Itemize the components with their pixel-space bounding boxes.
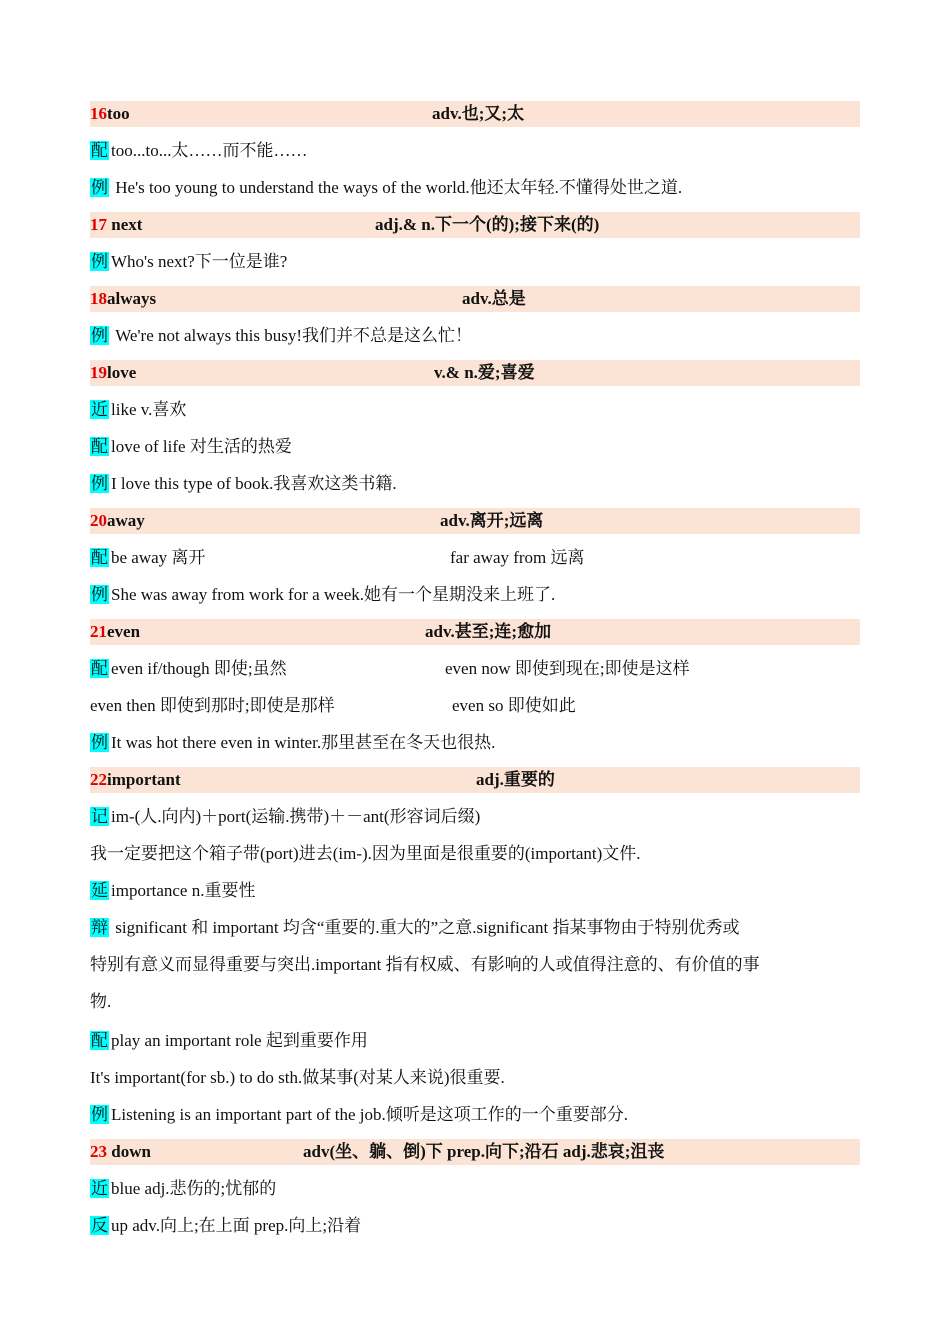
example-line [90, 175, 860, 201]
line-text: She was away from work for a week.她有一个星期没来上班了. [111, 585, 556, 604]
tag-collocation: 配 [91, 1031, 108, 1050]
entry-word: down [107, 1142, 151, 1161]
line-text: 我一定要把这个箱子带(port)进去(im-).因为里面是很重要的(important)文件. [90, 844, 641, 863]
entry-header [90, 212, 860, 238]
distinction-line [90, 952, 860, 978]
entry-number: 16 [90, 104, 107, 123]
synonym-line [90, 397, 860, 423]
entry-number: 19 [90, 363, 107, 382]
distinction-line [90, 915, 860, 941]
example-line [90, 249, 860, 275]
line-text: It was hot there even in winter.那里甚至在冬天也很热. [111, 733, 496, 752]
line-text-col2: even now 即使到现在;即使是这样 [445, 659, 690, 678]
memory-line [90, 804, 860, 830]
entry-word: love [107, 363, 137, 382]
antonym-line [90, 1213, 860, 1239]
entry-definition: adj.重要的 [476, 770, 555, 789]
example-line [90, 582, 860, 608]
example-line [90, 323, 860, 349]
entry-word: next [107, 215, 143, 234]
line-text: significant 和 important 均含“重要的.重大的”之意.significant 指某事物由于特别优秀或 [111, 918, 740, 937]
tag-example: 例 [91, 733, 108, 752]
memory-line [90, 841, 860, 867]
tag-memory: 记 [91, 807, 108, 826]
entry-definition: adv.离开;远离 [440, 511, 544, 530]
entry-header [90, 508, 860, 534]
line-text: I love this type of book.我喜欢这类书籍. [111, 474, 397, 493]
tag-collocation: 配 [91, 141, 108, 160]
entry-word: even [107, 622, 141, 641]
tag-synonym: 近 [91, 1179, 108, 1198]
entry-definition: adj.& n.下一个(的);接下来(的) [375, 215, 600, 234]
entry-header [90, 767, 860, 793]
line-text: even if/though 即使;虽然 [111, 659, 287, 678]
entry-header [90, 101, 860, 127]
line-text: too...to...太……而不能…… [111, 141, 308, 160]
line-text: It's important(for sb.) to do sth.做某事(对某人来说)很重要. [90, 1068, 505, 1087]
line-text: He's too young to understand the ways of the world.他还太年轻.不懂得处世之道. [111, 178, 683, 197]
collocation-line [90, 545, 860, 571]
entry-number: 21 [90, 622, 107, 641]
entry-word: always [107, 289, 157, 308]
line-text-col2: far away from 远离 [450, 548, 585, 567]
entry-definition: adv(坐、躺、倒)下 prep.向下;沿石 adj.悲哀;沮丧 [303, 1142, 665, 1161]
line-text: 特别有意义而显得重要与突出.important 指有权威、有影响的人或值得注意的、有价值的事 [90, 955, 760, 974]
entry-definition: v.& n.爱;喜爱 [434, 363, 535, 382]
tag-collocation: 配 [91, 659, 108, 678]
tag-distinction: 辩 [91, 918, 108, 937]
collocation-line [90, 1065, 860, 1091]
tag-collocation: 配 [91, 548, 108, 567]
synonym-line [90, 1176, 860, 1202]
tag-synonym: 近 [91, 400, 108, 419]
tag-example: 例 [91, 252, 108, 271]
entry-header [90, 286, 860, 312]
tag-example: 例 [91, 326, 108, 345]
entry-definition: adv.也;又;太 [432, 104, 525, 123]
collocation-line [90, 656, 860, 682]
tag-example: 例 [91, 585, 108, 604]
line-text: even then 即使到那时;即使是那样 [90, 696, 335, 715]
line-text: 物. [90, 992, 112, 1011]
extension-line [90, 878, 860, 904]
line-text: blue adj.悲伤的;忧郁的 [111, 1179, 277, 1198]
line-text: We're not always this busy!我们并不总是这么忙！ [111, 326, 473, 345]
entry-number: 23 [90, 1142, 107, 1161]
tag-collocation: 配 [91, 437, 108, 456]
line-text: importance n.重要性 [111, 881, 256, 900]
collocation-line [90, 138, 860, 164]
tag-example: 例 [91, 1105, 108, 1124]
entry-definition: adv.甚至;连;愈加 [425, 622, 552, 641]
line-text: play an important role 起到重要作用 [111, 1031, 368, 1050]
collocation-line [90, 1028, 860, 1054]
line-text-col2: even so 即使如此 [452, 696, 576, 715]
entry-number: 22 [90, 770, 107, 789]
example-line [90, 471, 860, 497]
example-line [90, 730, 860, 756]
line-text: up adv.向上;在上面 prep.向上;沿着 [111, 1216, 362, 1235]
entry-number: 18 [90, 289, 107, 308]
entry-number: 20 [90, 511, 107, 530]
tag-example: 例 [91, 178, 108, 197]
entry-word: too [107, 104, 130, 123]
collocation-line [90, 693, 860, 719]
line-text: like v.喜欢 [111, 400, 187, 419]
entry-number: 17 [90, 215, 107, 234]
tag-example: 例 [91, 474, 108, 493]
line-text: be away 离开 [111, 548, 206, 567]
entry-header [90, 1139, 860, 1165]
distinction-line [90, 989, 860, 1015]
example-line [90, 1102, 860, 1128]
tag-extension: 延 [91, 881, 108, 900]
entry-header [90, 360, 860, 386]
line-text: Listening is an important part of the job.倾听是这项工作的一个重要部分. [111, 1105, 629, 1124]
entry-header [90, 619, 860, 645]
entry-word: away [107, 511, 145, 530]
entry-definition: adv.总是 [462, 289, 526, 308]
line-text: Who's next?下一位是谁? [111, 252, 288, 271]
entry-word: important [107, 770, 181, 789]
line-text: love of life 对生活的热爱 [111, 437, 292, 456]
collocation-line [90, 434, 860, 460]
tag-antonym: 反 [91, 1216, 108, 1235]
line-text: im-(人.向内)＋port(运输.携带)＋－ant(形容词后缀) [111, 807, 481, 826]
